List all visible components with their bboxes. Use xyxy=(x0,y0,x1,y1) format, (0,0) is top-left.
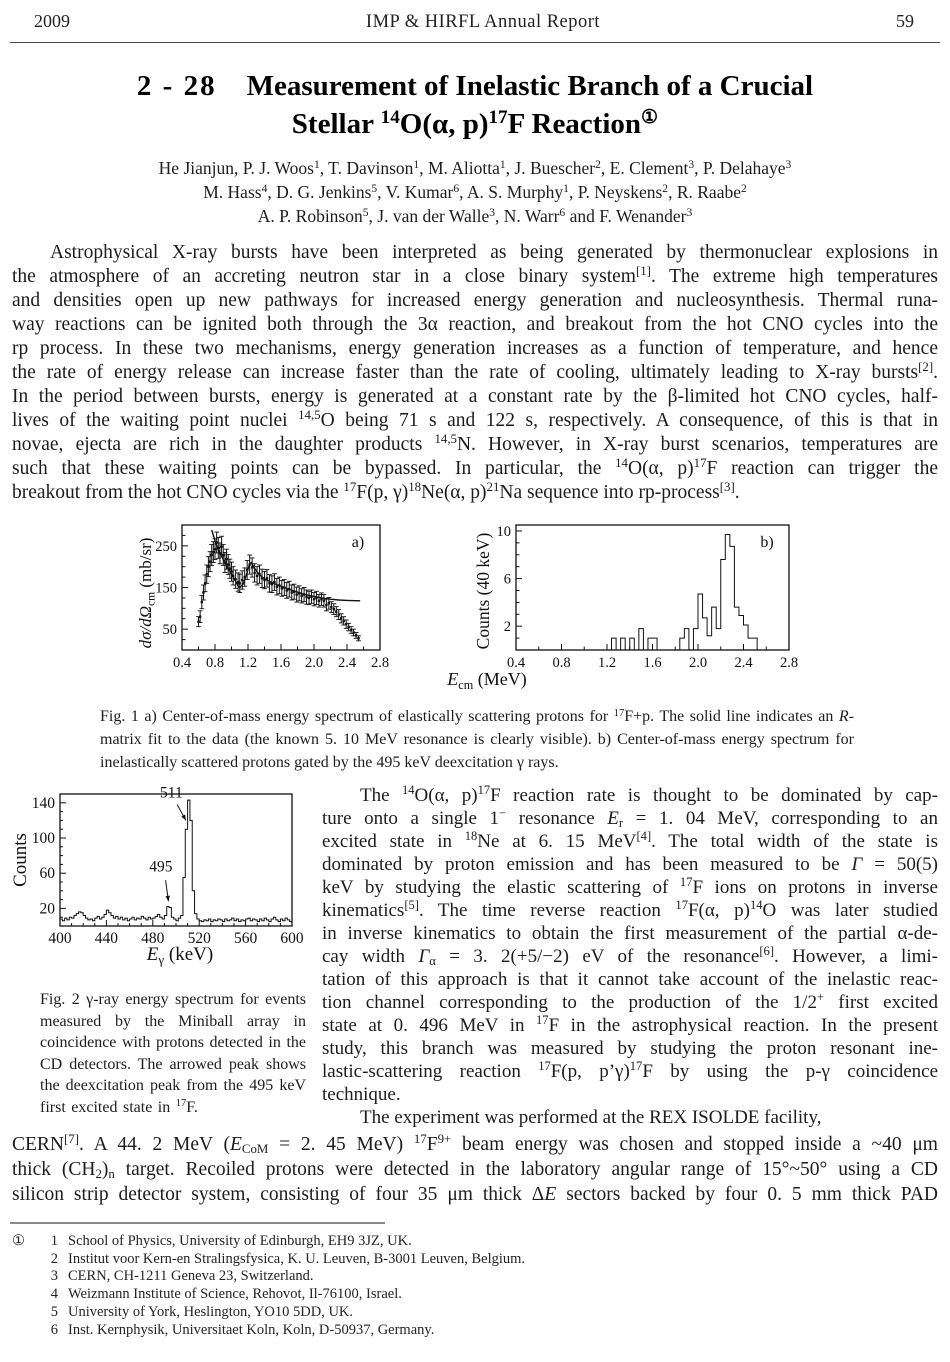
figure1 xyxy=(0,513,950,700)
paper-title-line1 xyxy=(0,67,950,105)
svg-text:Counts (40 keV): Counts (40 keV) xyxy=(473,532,493,650)
paper-title xyxy=(0,67,950,143)
svg-text:Counts: Counts xyxy=(12,833,31,887)
svg-text:2.8: 2.8 xyxy=(370,655,390,671)
footnote-item: 6 Inst. Kernphysik, Universitaet Koln, Koln, D-50937, Germany. xyxy=(50,1321,435,1338)
svg-text:1.6: 1.6 xyxy=(643,655,662,671)
article-number: 2 - 28 xyxy=(136,70,217,102)
svg-text:440: 440 xyxy=(94,930,119,947)
svg-text:2.0: 2.0 xyxy=(304,655,324,671)
svg-text:0.8: 0.8 xyxy=(552,655,571,671)
svg-text:60: 60 xyxy=(39,865,55,883)
svg-text:520: 520 xyxy=(187,930,211,947)
figure1-caption: Fig. 1 a) Center-of-mass energy spectrum of elastically scattering protons for $^{17}$F+p. The solid line indicates an R-matrix fit to the data (the known 5. 10 MeV resonance is clearly visible). b) Center-of-mass energy spectrum for inelastically scattered protons gated by the 495 keV deexcitation γ rays. xyxy=(100,707,854,771)
footnote-rule xyxy=(10,1222,385,1224)
header-year: 2009 xyxy=(34,11,70,31)
svg-text:dσ/dΩcm (mb/sr): $d\sigma/d\Omega_{cm}$ (mb/sr) xyxy=(137,537,158,649)
svg-text:Eγ (keV): $E_\gamma$ (keV) xyxy=(146,944,214,968)
footnote-item: 3 CERN, CH-1211 Geneva 23, Switzerland. xyxy=(50,1268,314,1285)
header-page-number: 59 xyxy=(895,11,914,31)
footnote-item: ① 1 School of Physics, University of Edinburgh, EH9 3JZ, UK. xyxy=(12,1233,412,1249)
author-line: He Jianjun, P. J. Woos$^1$, T. Davinson$^1$, M. Aliotta$^1$, J. Buescher$^2$, E. Clement$^3$, P. Delahaye$^3$ xyxy=(158,158,792,178)
svg-text:560: 560 xyxy=(233,930,258,947)
svg-text:2.4: 2.4 xyxy=(734,655,753,671)
fig1-plot xyxy=(137,513,813,695)
footnote-item: 5 University of York, Heslington, YO10 5DD, UK. xyxy=(50,1303,354,1320)
svg-text:480: 480 xyxy=(141,930,165,947)
svg-text:2.4: 2.4 xyxy=(337,655,357,671)
svg-text:6: 6 xyxy=(503,571,511,588)
figure2-caption: Fig. 2 γ-ray energy spectrum for events measured by the Miniball array in coincidence with protons detected in the CD detectors. The arrowed peak shows the deexcitation peak from the 495 keV first excited state in $^{17}$F. xyxy=(40,991,306,1116)
svg-text:2: 2 xyxy=(503,619,511,636)
title-text-line1: Measurement of Inelastic Branch of a Crucial xyxy=(246,70,814,102)
footnote-item: 2 Institut voor Kern-en Stralingsfysica, K. U. Leuven, B-3001 Leuven, Belgium. xyxy=(50,1250,526,1267)
svg-text:600: 600 xyxy=(280,930,304,947)
svg-text:140: 140 xyxy=(31,794,55,812)
figure2-column xyxy=(12,784,310,1129)
svg-text:0.4: 0.4 xyxy=(172,655,192,671)
svg-text:10: 10 xyxy=(496,523,511,540)
svg-text:20: 20 xyxy=(39,900,55,918)
svg-text:Ecm (MeV): $E_{cm}$ (MeV) xyxy=(447,669,527,692)
author-line: M. Hass$^4$, D. G. Jenkins$^5$, V. Kumar$^6$, A. S. Murphy$^1$, P. Neyskens$^2$, R. Raabe$^2$ xyxy=(203,182,747,202)
footnote-mark: ① xyxy=(12,1233,25,1249)
svg-text:2.8: 2.8 xyxy=(779,655,799,671)
right-text-column xyxy=(322,784,938,1129)
paragraph-intro: Astrophysical X-ray bursts have been interpreted as being generated by thermonuclear explosions in the atmosphere of an accreting neutron star in a close binary system[1]. The extreme high temperatures and densities open up new pathways for increased energy generation and nucleosynthesis. Thermal runa- way reactions can be ignited both through the 3α reaction, and breakout from the hot CNO cycles into the rp process. In these two mechanisms, energy generation increases as a function of temperature, and hence the rate of energy release can increase faster than the rate of cooling, ultimately leading to X-ray bursts[2]. In the period between bursts, energy is generated at a constant rate by the β-limited hot CNO cycles, half- lives of the waiting point nuclei $^{14,5}$O being 71 s and 122 s, respectively. A consequence, of this is that in novae, ejecta are rich in the daughter products $^{14,5}$N. However, in X-ray burst scenarios, temperatures are such that these waiting points can be bypassed. In particular, the $^{14}$O(α, p)$^{17}$F reaction can trigger the breakout from the hot CNO cycles via the $^{17}$F(p, γ)$^{18}$Ne(α, p)$^{21}$Na sequence into rp-process[3]. xyxy=(12,242,938,503)
fig2-plot xyxy=(12,784,306,972)
svg-text:a): a) xyxy=(351,534,365,551)
affiliation-footnotes xyxy=(12,1233,950,1339)
figure2-and-text-row xyxy=(12,784,938,1129)
svg-text:1.6: 1.6 xyxy=(271,655,291,671)
paper-title-line2: Stellar $^{14}$O(α, p)$^{17}$F Reaction① xyxy=(291,107,659,140)
author-line: A. P. Robinson$^5$, J. van der Walle$^3$, N. Warr$^6$ and F. Wenander$^3$ xyxy=(257,206,693,226)
paragraph-experiment-start: The experiment was performed at the REX ISOLDE facility, xyxy=(360,1107,822,1128)
svg-text:1.2: 1.2 xyxy=(238,655,258,671)
svg-text:0.4: 0.4 xyxy=(506,655,526,671)
svg-text:100: 100 xyxy=(31,830,55,847)
svg-text:2.0: 2.0 xyxy=(688,655,708,671)
svg-text:1.2: 1.2 xyxy=(597,655,617,671)
svg-text:b): b) xyxy=(760,534,774,551)
paragraph-experiment-continued: CERN[7]. A 44. 2 MeV ($E_{CoM} = 2$. 45 MeV) $^{17}F^{9+}$ beam energy was chosen and stopped inside a ~40 μm thick $(CH_2)_n$ target. Recoiled protons were detected in the laboratory angular range of 15°~50° using a CD silicon strip detector system, consisting of four 35 μm thick ΔE sectors backed by four 0. 5 mm thick PAD xyxy=(12,1132,938,1205)
svg-text:400: 400 xyxy=(48,930,72,947)
svg-text:50: 50 xyxy=(162,622,177,639)
svg-text:495: 495 xyxy=(149,858,173,876)
header-rule xyxy=(10,42,940,43)
svg-text:0.8: 0.8 xyxy=(205,655,225,671)
page-header xyxy=(0,0,950,33)
paragraph-reaction-rate: The $^{14}$O(α, p)$^{17}$F reaction rate is thought to be dominated by cap- ture onto a single 1− resonance $E_r = 1$. 04 MeV, corresponding to an excited state in $^{18}$Ne at 6. 15 MeV[4]. The total width of the state is dominated by proton emission and has been measured to be Γ = 50(5) keV by studying the elastic scattering of $^{17}$F ions on protons in inverse kinematics[5]. The time reverse reaction $^{17}$F(α, p)$^{14}$O was later studied in inverse kinematics to obtain the first measurement of the partial α-de- cay width $\Gamma_\alpha = 3$. 2(+5/−2) eV of the resonance[6]. However, a limi- tation of this approach is that it cannot take account of the inelastic reac- tion channel corresponding to the production of the 1/2+ first excited state at 0. 496 MeV in $^{17}$F in the astrophysical reaction. In the present study, this branch was measured by studying the proton resonant ine- lastic-scattering reaction $^{17}$F(p, p’γ)$^{17}$F by using the p-γ coincidence technique. xyxy=(322,783,939,1105)
svg-text:511: 511 xyxy=(160,784,183,802)
author-list xyxy=(0,156,950,228)
header-journal-title: IMP & HIRFL Annual Report xyxy=(365,12,601,32)
svg-text:250: 250 xyxy=(155,538,177,555)
footnote-item: 4 Weizmann Institute of Science, Rehovot, Il-76100, Israel. xyxy=(50,1286,402,1303)
svg-text:150: 150 xyxy=(155,580,177,597)
